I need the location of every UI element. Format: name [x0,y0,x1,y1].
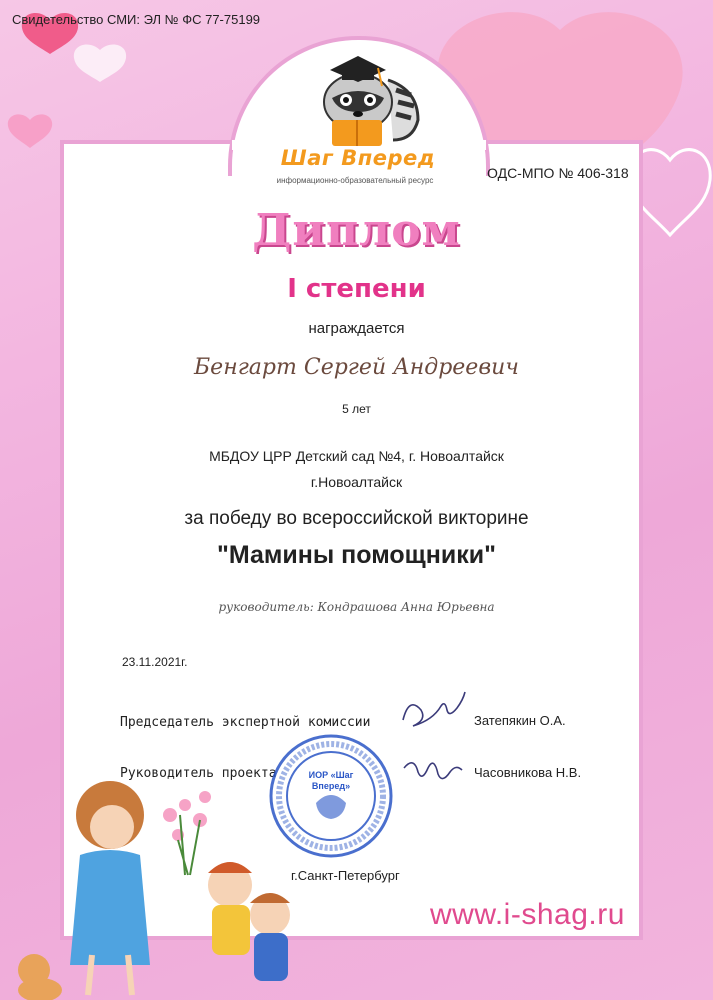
contest-name: "Мамины помощники" [217,541,496,569]
award-reason: за победу во всероссийской викторине [184,508,529,529]
ods-number: ОДС-МПО № 406-318 [487,165,629,181]
recipient-name: Бенгарт Сергей Андреевич [194,355,519,380]
mother-children-illustration [0,775,300,1000]
recipient-age: 5 лет [342,402,371,416]
manager-name: Часовникова Н.В. [474,765,582,780]
raccoon-mascot-logo [308,50,428,150]
manager-label: Руководитель проекта [120,766,277,781]
stamp-center-text: ИОР «Шаг Вперед» [308,770,354,791]
chairman-name: Затепякин О.А. [474,713,566,728]
institution: МБДОУ ЦРР Детский сад №4, г. Новоалтайск [209,448,504,464]
website-link[interactable]: www.i-shag.ru [430,898,625,931]
chairman-label: Председатель экспертной комиссии [120,715,371,730]
issue-date: 23.11.2021г. [122,655,188,669]
city-line: г.Новоалтайск [310,474,403,490]
brand-subtitle: информационно-образовательный ресурс [276,176,434,185]
signature-manager [398,748,468,788]
leader-name: руководитель: Кондрашова Анна Юрьевна [218,600,495,614]
brand-name: Шаг Вперед [280,146,436,170]
awarded-text: награждается [308,320,405,337]
signature-chairman [395,690,475,740]
footer-city: г.Санкт-Петербург [291,868,400,883]
certificate-degree: I степени [287,274,426,304]
smi-registration: Свидетельство СМИ: ЭЛ № ФС 77-75199 [12,12,261,27]
certificate-title: Диплом [252,205,461,256]
